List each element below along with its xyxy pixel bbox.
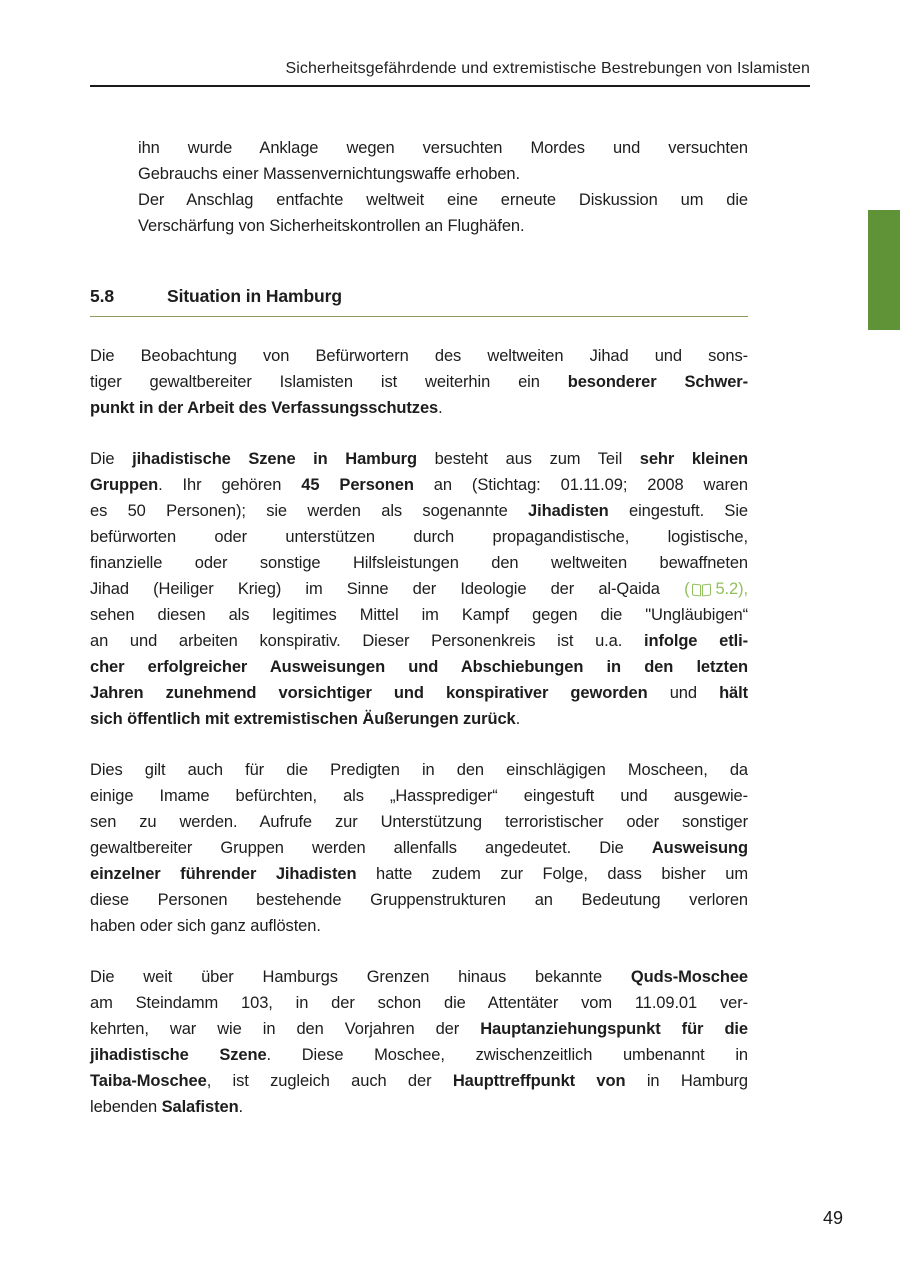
text-line	[90, 343, 748, 369]
text-span: Gebrauchs einer Massenvernichtungswaffe erhoben.	[138, 165, 520, 183]
text-line	[90, 446, 748, 472]
bold-text: Haupttreffpunkt von	[452, 1072, 626, 1090]
text-line	[90, 602, 748, 628]
text-span: sen zu werden. Aufrufe zur Unterstützung terroristischer oder sonstiger	[90, 813, 748, 831]
text-line	[90, 835, 748, 861]
bold-text: Gruppen	[90, 476, 159, 494]
text-line	[90, 680, 748, 706]
text-span: befürworten oder unterstützen durch propagandistische, logistische,	[90, 528, 748, 546]
text-span: besteht aus zum Teil	[416, 450, 640, 468]
text-line	[90, 913, 748, 939]
open-book-icon	[692, 583, 710, 596]
intro-text	[90, 135, 748, 239]
bold-text: Hauptanziehungspunkt für die	[480, 1020, 748, 1038]
bold-text: besonderer Schwer-	[567, 373, 748, 391]
paragraph	[90, 964, 748, 1120]
bold-text: Jihadisten	[528, 502, 609, 520]
text-line	[138, 187, 748, 213]
text-span: Jihad (Heiliger Krieg) im Sinne der Ideologie der al-Qaida	[90, 580, 685, 598]
bold-text: 45 Personen	[301, 476, 414, 494]
bold-text: jihadistische Szene	[90, 1046, 267, 1064]
section-heading	[90, 285, 748, 317]
bold-text: hält	[719, 684, 748, 702]
text-line	[90, 809, 748, 835]
text-line	[90, 1042, 748, 1068]
text-line	[90, 369, 748, 395]
text-span: eingestuft. Sie	[608, 502, 748, 520]
text-span: sehen diesen als legitimes Mittel im Kampf gegen die "Ungläubigen“	[90, 606, 748, 624]
section-number: 5.8	[90, 286, 115, 306]
text-span: Verschärfung von Sicherheitskontrollen an Flughäfen.	[138, 217, 525, 235]
text-span: am Steindamm 103, in der schon die Attentäter vom 11.09.01 ver-	[90, 994, 748, 1012]
cross-reference-link[interactable]: ( 5.2),	[684, 580, 748, 598]
text-span: diese Personen bestehende Gruppenstrukturen an Bedeutung verloren	[90, 891, 748, 909]
bold-text: punkt in der Arbeit des Verfassungsschutzes	[90, 399, 439, 417]
paragraph	[90, 446, 748, 732]
text-span: .	[238, 1098, 244, 1116]
bold-text: infolge etli-	[644, 632, 748, 650]
text-line	[90, 1016, 748, 1042]
text-line	[90, 550, 748, 576]
bold-text: Quds-Moschee	[630, 968, 748, 986]
text-line	[90, 576, 748, 602]
text-span: an und arbeiten konspirativ. Dieser Personenkreis ist u.a.	[90, 632, 644, 650]
bold-text: cher erfolgreicher Ausweisungen und Abschiebungen in den letzten	[90, 658, 748, 676]
text-span: Der Anschlag entfachte weltweit eine erneute Diskussion um die	[138, 191, 748, 209]
bold-text: Ausweisung	[651, 839, 748, 857]
text-line	[138, 161, 748, 187]
text-span: kehrten, war wie in den Vorjahren der	[90, 1020, 481, 1038]
text-line	[90, 498, 748, 524]
text-line	[90, 964, 748, 990]
text-line	[90, 887, 748, 913]
bold-text: jihadistische Szene in Hamburg	[132, 450, 417, 468]
page-number: 49	[822, 1208, 843, 1228]
text-line	[90, 524, 748, 550]
text-span: an (Stichtag: 01.11.09; 2008 waren	[413, 476, 748, 494]
text-span: tiger gewaltbereiter Islamisten ist weiterhin ein	[90, 373, 568, 391]
text-line	[90, 990, 748, 1016]
text-span: lebenden	[90, 1098, 162, 1116]
text-line	[90, 472, 748, 498]
text-span: , ist zugleich auch der	[206, 1072, 453, 1090]
body-text	[90, 343, 748, 1120]
text-span: .	[438, 399, 443, 417]
text-column	[90, 135, 748, 1145]
running-header: Sicherheitsgefährdende und extremistische Bestrebungen von Islamisten	[90, 60, 810, 87]
text-line	[90, 395, 748, 421]
bold-text: sich öffentlich mit extremistischen Äußerungen zurück	[90, 710, 516, 728]
bold-text: sehr kleinen	[639, 450, 748, 468]
paragraph	[90, 135, 748, 239]
text-span: Die weit über Hamburgs Grenzen hinaus bekannte	[90, 968, 631, 986]
text-span: Die Beobachtung von Befürwortern des weltweiten Jihad und sons-	[90, 347, 748, 365]
paragraph	[90, 757, 748, 939]
section-title: Situation in Hamburg	[167, 286, 342, 306]
text-span: in Hamburg	[625, 1072, 748, 1090]
text-line	[90, 706, 748, 732]
text-span: es 50 Personen); sie werden als sogenannte	[90, 502, 529, 520]
text-span: ihn wurde Anklage wegen versuchten Mordes und versuchten	[138, 139, 748, 157]
text-span: Dies gilt auch für die Predigten in den einschlägigen Moscheen, da	[90, 761, 748, 779]
bold-text: Taiba-Moschee	[90, 1072, 207, 1090]
chapter-side-tab	[868, 210, 900, 330]
text-span: hatte zudem zur Folge, dass bisher um	[356, 865, 748, 883]
text-span: einige Imame befürchten, als „Hassprediger“ eingestuft und ausgewie-	[90, 787, 748, 805]
text-line	[90, 1068, 748, 1094]
paragraph	[90, 343, 748, 421]
text-span: haben oder sich ganz auflösten.	[90, 917, 321, 935]
text-line	[138, 135, 748, 161]
text-span: finanzielle oder sonstige Hilfsleistungen den weltweiten bewaffneten	[90, 554, 748, 572]
text-line	[90, 1094, 748, 1120]
text-span: .	[515, 710, 521, 728]
text-span: und	[647, 684, 720, 702]
text-span: Die	[90, 450, 133, 468]
text-span: gewaltbereiter Gruppen werden allenfalls angedeutet. Die	[90, 839, 652, 857]
text-line	[138, 213, 748, 239]
text-span: . Ihr gehören	[158, 476, 302, 494]
bold-text: Jahren zunehmend vorsichtiger und konspirativer geworden	[90, 684, 648, 702]
text-line	[90, 861, 748, 887]
text-line	[90, 757, 748, 783]
text-line	[90, 628, 748, 654]
text-line	[90, 654, 748, 680]
bold-text: Salafisten	[161, 1098, 239, 1116]
text-line	[90, 783, 748, 809]
text-span: . Diese Moschee, zwischenzeitlich umbenannt in	[266, 1046, 748, 1064]
bold-text: einzelner führender Jihadisten	[90, 865, 357, 883]
